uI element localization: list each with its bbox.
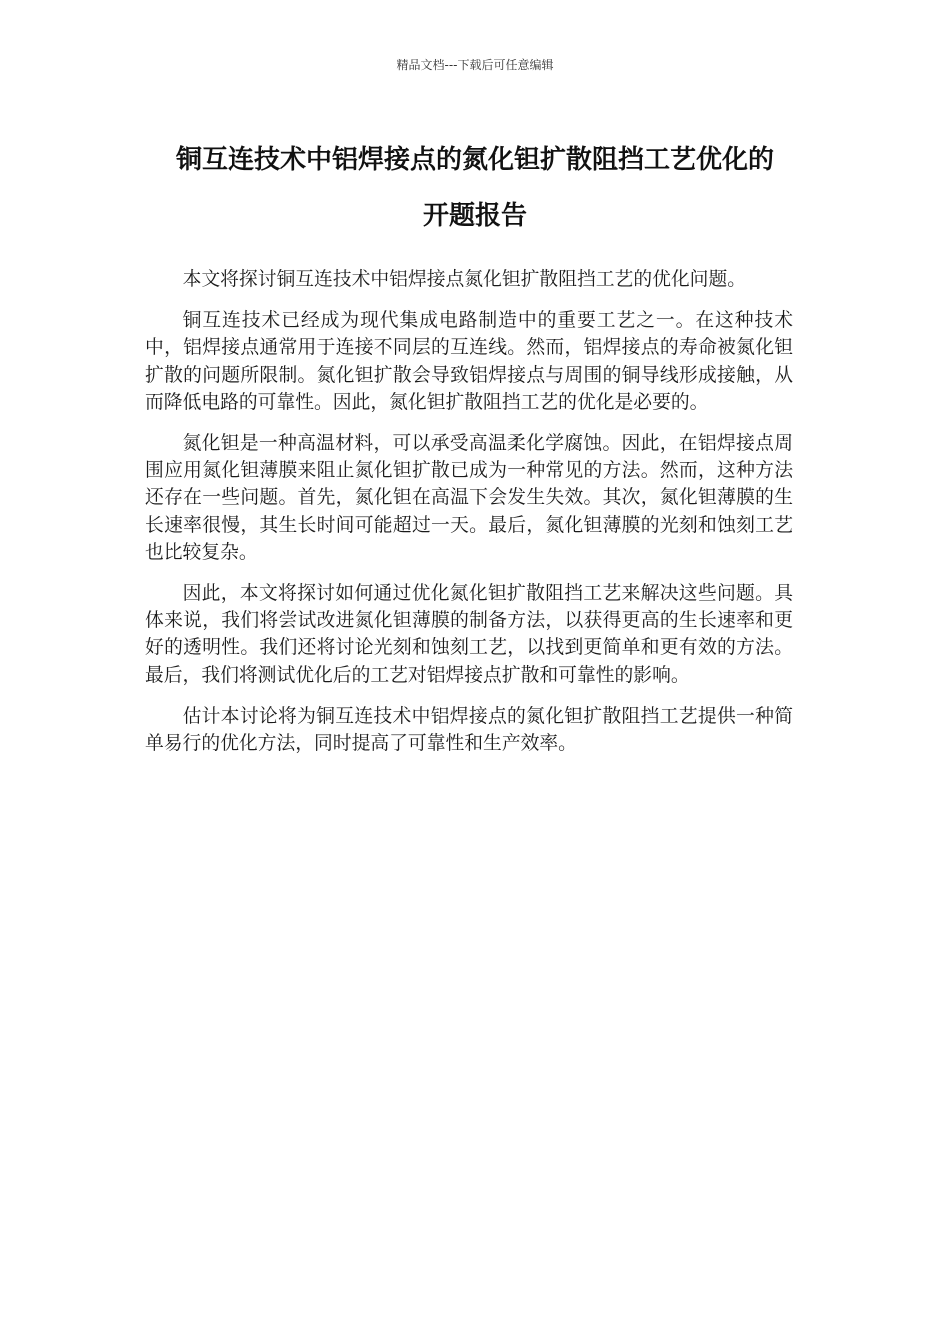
title-line-1: 铜互连技术中铝焊接点的氮化钽扩散阻挡工艺优化的 xyxy=(175,145,774,175)
paragraph-3: 氮化钽是一种高温材料，可以承受高温柔化学腐蚀。因此，在铝焊接点周围应用氮化钽薄膜来阻止氮化钽扩散已成为一种常见的方法。然而，这种方法还存在一些问题。首先，氮化钽在高温下会发生失效。其次，氮化钽薄膜的生长速率很慢，其生长时间可能超过一天。最后，氮化钽薄膜的光刻和蚀刻工艺也比较复杂。 xyxy=(145,433,793,563)
document-body xyxy=(145,266,793,771)
document-title xyxy=(120,132,830,244)
paragraph-4: 因此，本文将探讨如何通过优化氮化钽扩散阻挡工艺来解决这些问题。具体来说，我们将尝试改进氮化钽薄膜的制备方法，以获得更高的生长速率和更好的透明性。我们还将讨论光刻和蚀刻工艺，以找到更简单和更有效的方法。最后，我们将测试优化后的工艺对铝焊接点扩散和可靠性的影响。 xyxy=(145,583,793,686)
title-line-2: 开题报告 xyxy=(422,201,527,231)
page-header: 精品文档---下载后可任意编辑 xyxy=(396,58,554,72)
paragraph-5: 估计本讨论将为铜互连技术中铝焊接点的氮化钽扩散阻挡工艺提供一种简单易行的优化方法，同时提高了可靠性和生产效率。 xyxy=(145,705,793,755)
paragraph-1: 本文将探讨铜互连技术中铝焊接点氮化钽扩散阻挡工艺的优化问题。 xyxy=(182,269,747,290)
paragraph-2: 铜互连技术已经成为现代集成电路制造中的重要工艺之一。在这种技术中，铝焊接点通常用于连接不同层的互连线。然而，铝焊接点的寿命被氮化钽扩散的问题所限制。氮化钽扩散会导致铝焊接点与周围的铜导线形成接触，从而降低电路的可靠性。因此，氮化钽扩散阻挡工艺的优化是必要的。 xyxy=(145,310,793,413)
